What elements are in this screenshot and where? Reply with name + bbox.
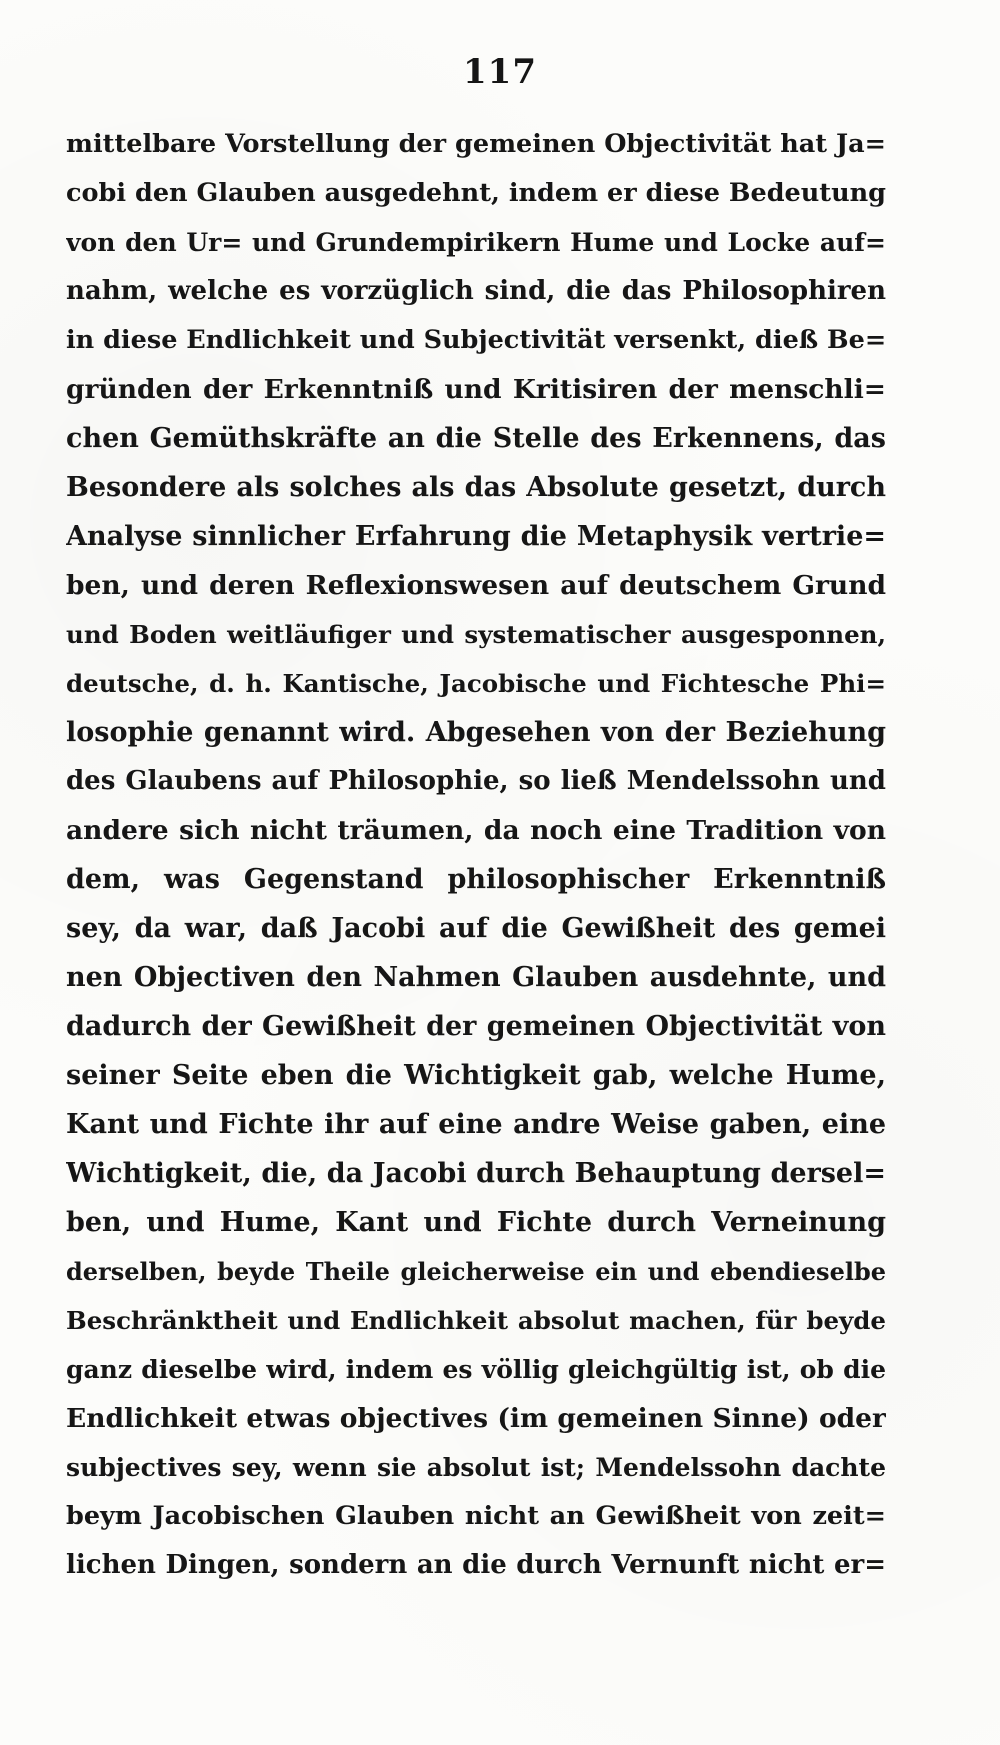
- text-line: nahm, welche es vorzüglich sind, die das Philosophiren: [66, 276, 886, 306]
- text-line: dadurch der Gewißheit der gemeinen Objectivität von: [66, 1011, 886, 1042]
- text-line: sey, da war, daß Jacobi auf die Gewißheit des gemei: [66, 913, 886, 944]
- text-line: mittelbare Vorstellung der gemeinen Objectivität hat Ja=: [66, 129, 886, 159]
- text-line: Kant und Fichte ihr auf eine andre Weise gaben, eine: [66, 1109, 886, 1140]
- text-line: chen Gemüthskräfte an die Stelle des Erkennens, das: [66, 423, 886, 454]
- body-text: [66, 120, 886, 1590]
- text-line: derselben, beyde Theile gleicherweise ein und ebendieselbe: [66, 1257, 886, 1286]
- text-line: des Glaubens auf Philosophie, so ließ Mendelssohn und: [66, 766, 886, 796]
- text-line: ben, und Hume, Kant und Fichte durch Verneinung: [66, 1207, 886, 1238]
- text-line: dem, was Gegenstand philosophischer Erkenntniß: [66, 864, 886, 895]
- text-line: cobi den Glauben ausgedehnt, indem er diese Bedeutung: [66, 178, 886, 208]
- text-line: Analyse sinnlicher Erfahrung die Metaphysik vertrie=: [66, 521, 886, 552]
- text-line: deutsche, d. h. Kantische, Jacobische und Fichtesche Phi=: [66, 669, 886, 698]
- text-line: subjectives sey, wenn sie absolut ist; Mendelssohn dachte: [66, 1453, 886, 1482]
- text-line: seiner Seite eben die Wichtigkeit gab, welche Hume,: [66, 1060, 886, 1091]
- text-line: gründen der Erkenntniß und Kritisiren der menschli=: [66, 374, 886, 405]
- text-line: Endlichkeit etwas objectives (im gemeinen Sinne) oder: [66, 1403, 886, 1434]
- text-line: in diese Endlichkeit und Subjectivität versenkt, dieß Be=: [66, 325, 886, 355]
- text-line: nen Objectiven den Nahmen Glauben ausdehnte, und: [66, 962, 886, 993]
- text-line: Wichtigkeit, die, da Jacobi durch Behauptung dersel=: [66, 1158, 886, 1189]
- text-line: lichen Dingen, sondern an die durch Vernunft nicht er=: [66, 1550, 886, 1580]
- text-line: andere sich nicht träumen, da noch eine Tradition von: [66, 815, 886, 846]
- text-line: Besondere als solches als das Absolute gesetzt, durch: [66, 472, 886, 503]
- text-line: ben, und deren Reflexionswesen auf deutschem Grund: [66, 570, 886, 601]
- text-line: von den Ur= und Grundempirikern Hume und Locke auf=: [66, 228, 886, 257]
- text-line: beym Jacobischen Glauben nicht an Gewißheit von zeit=: [66, 1501, 886, 1531]
- text-line: losophie genannt wird. Abgesehen von der Beziehung: [66, 717, 886, 748]
- text-line: und Boden weitläufiger und systematischer ausgesponnen,: [66, 620, 886, 649]
- text-line: Beschränktheit und Endlichkeit absolut machen, für beyde: [66, 1306, 886, 1335]
- text-line: ganz dieselbe wird, indem es völlig gleichgültig ist, ob die: [66, 1355, 886, 1384]
- page-number: 117: [463, 52, 537, 92]
